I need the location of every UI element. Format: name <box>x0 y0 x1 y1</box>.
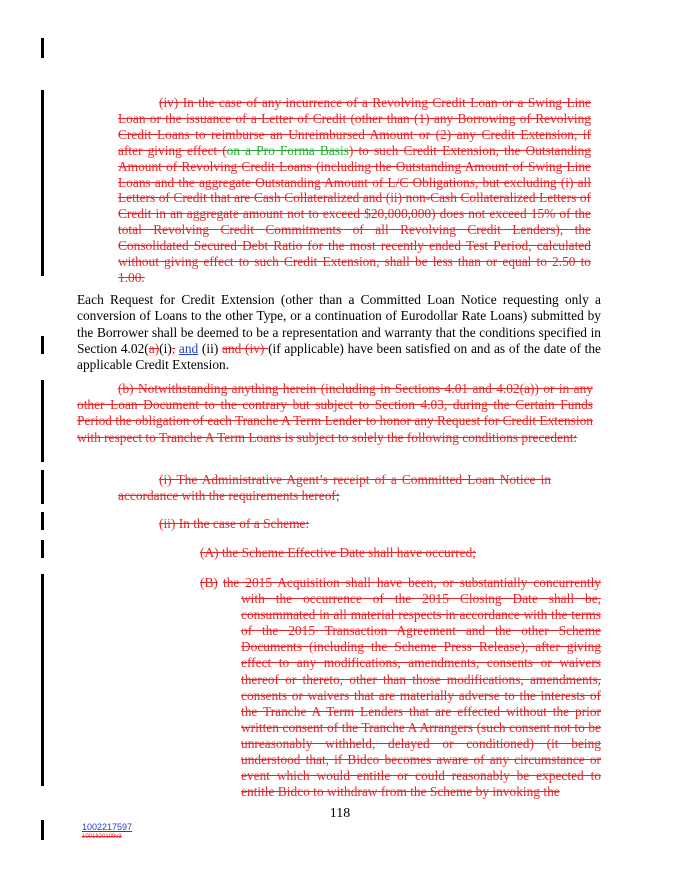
each-request-deleted-3: and (iv) <box>221 340 269 356</box>
each-request-text-2: (i) <box>159 340 172 356</box>
change-bar <box>41 336 44 354</box>
paragraph-B-text: the 2015 Acquisition shall have been, or substantially concurrently with the occurrence of the 2015 Closing Date shall be, consummated in all material respects in accordance with the terms of the 2015 Transaction Agreement and the other Scheme Documents (including the Scheme Press Release), after giving effect to any modifications, amendments, consents or waivers thereof or thereto, other than those modifications, amendments, consents or waivers that are materially adverse to the interests of the Tranche A Term Lenders that are effected without the prior written consent of the Tranche A Arrangers (such consent not to be unreasonably withheld, delayed or conditioned) (it being understood that, if Bidco becomes aware of any circumstance or event which would entitle or could reasonably be expected to entitle Bidco to withdraw from the Scheme by invoking the <box>223 575 601 800</box>
change-bar <box>41 38 44 58</box>
paragraph-B-label-text: (B) <box>200 575 218 590</box>
paragraph-A <box>200 545 600 561</box>
change-bar <box>41 90 44 276</box>
each-request-text-5: (if applicable) have been satisfied on and as of the date of the applicable Credit Extension. <box>77 340 601 373</box>
change-bar <box>41 380 44 462</box>
each-request-inserted-and: and <box>178 340 199 356</box>
change-bar <box>41 574 44 786</box>
change-bar <box>41 540 44 558</box>
change-bar <box>41 820 44 840</box>
paragraph-iv-text-a: (iv) In the case of any incurrence of a Revolving Credit Loan or a Swing Line Loan or the issuance of a Letter of Credit (other than (1) any Borrowing of Revolving Credit Loans to reimburse an Unreimbursed Amount or (2) any Credit Extension, if after giving effect ( <box>118 95 591 158</box>
paragraph-i <box>118 472 551 504</box>
paragraph-iv-text-c: ) to such Credit Extension, the Outstanding Amount of Revolving Credit Loans (including the Outstanding Amount of Swing Line Loans and the aggregate Outstanding Amount of L/C Obligations, but excluding (i) all Letters of Credit that are Cash Collateralized and (ii) non-Cash Collateralized Letters of Credit in an aggregate amount not to exceed $20,000,000) does not exceed 15% of the total Revolving Credit Commitments of all Revolving Credit Lenders), the Consolidated Secured Debt Ratio for the most recently ended Test Period, calculated without giving effect to such Credit Extension, shall be less than or equal to 2.50 to 1.00. <box>118 142 591 285</box>
paragraph-ii <box>159 516 559 532</box>
each-request-text-1: Each Request for Credit Extension (other than a Committed Loan Notice requesting only a conversion of Loans to the other Type, or a continuation of Eurodollar Rate Loans) submitted by the Borrower shall be deemed to be a representation and warranty that the conditions specified in Section 4.02( <box>77 292 601 356</box>
paragraph-iv-moved-text: on a Pro Forma Basis <box>226 142 349 158</box>
paragraph-iv <box>118 95 591 286</box>
document-id-deleted: 1001820109v3 <box>82 834 122 840</box>
page-number: 118 <box>329 806 351 821</box>
document-id: 1002217597 <box>82 822 133 832</box>
paragraph-ii-text: (ii) In the case of a Scheme: <box>159 516 310 531</box>
paragraph-b-text: (b) Notwithstanding anything herein (including in Sections 4.01 and 4.02(a)) or in any other Loan Document to the contrary but subject to Section 4.03, during the Certain Funds Period the obligation of each Tranche A Term Lender to honor any Request for Credit Extension with respect to Tranche A Term Loans is subject to solely the following conditions precedent: <box>77 381 593 445</box>
paragraph-B <box>223 575 601 800</box>
paragraph-A-text: (A) the Scheme Effective Date shall have occurred; <box>200 545 476 560</box>
paragraph-i-text: (i) The Administrative Agent’s receipt of a Committed Loan Notice in accordance with the requirements hereof; <box>118 472 551 503</box>
each-request-deleted-2: , <box>171 340 176 356</box>
each-request-deleted-1: a) <box>148 340 160 356</box>
paragraph-b <box>77 381 593 446</box>
change-bar <box>41 512 44 530</box>
change-bar <box>41 470 44 504</box>
each-request-text-4: (ii) <box>198 340 222 356</box>
each-request-paragraph <box>77 292 601 373</box>
